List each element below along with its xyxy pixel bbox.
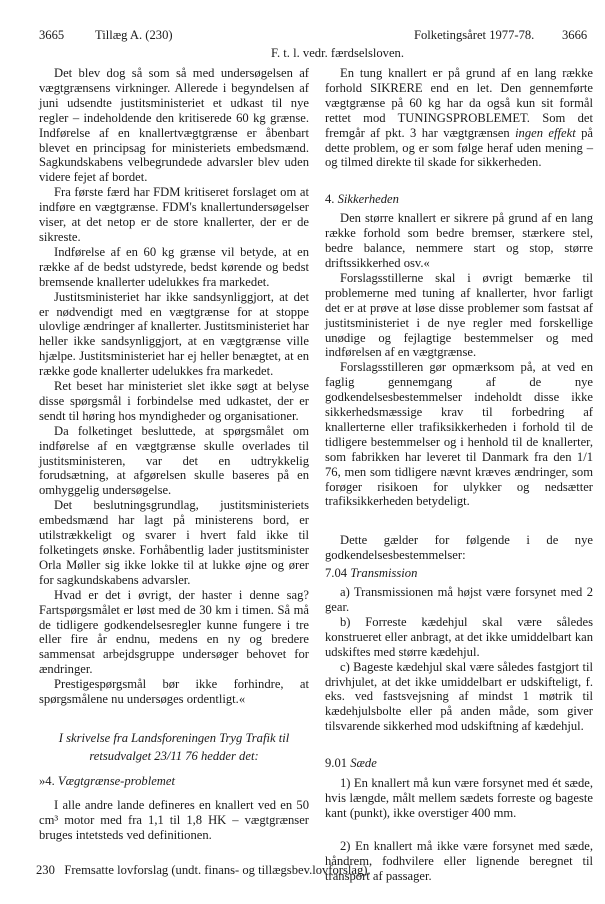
footer-number: 230 [36,863,55,877]
section-number: 7.04 [325,566,348,581]
intro-paragraph [325,66,593,170]
section-heading [39,774,309,789]
paragraph: Indførelse af en 60 kg grænse vil betyde, at en række af de bedst udstyrede, bedst kørende og bedst bremsende knallerter udelukkes fra markedet. [39,244,309,289]
right-column [325,66,593,884]
section-number: 4. [325,192,335,207]
section-number: 9.01 [325,756,348,771]
list-item: b) Forreste kædehjul skal være således konstrueret eller anbragt, at det ikke umiddelbart kan udskiftes med større kædehjul. [325,614,593,659]
emphasis: ingen effekt [515,125,576,140]
footer [36,863,371,878]
paragraph: Forslagsstilleren gør opmærksom på, at ved en faglig gennemgang af de nye godkendelsesbestemmelser indeholdt disse ikke sikkerhedsmæssige krav til forbedring af knallerterne eller trafiksikkerheden i forhold til de tidligere bestemmelser og i henhold til de knallerter, som fabrikken har leveret til Danmark fra den 1/1 76, men som tidligere nævnt kræves ændringer, som forøger risikoen for ulykker og nedsætter trafiksikkerheden betydeligt. [325,360,593,509]
paragraph: Da folketinget besluttede, at spørgsmålet om indførelse af en vægtgrænse skulle overlades til justitsministeren, var det en udtrykkelig forudsætning, at afgørelsen skulle baseres på en omhyggelig undersøgelse. [39,423,309,498]
list-item: a) Transmissionen må højst være forsynet med 2 gear. [325,585,593,614]
paragraph: Forslagsstillerne skal i øvrigt bemærke til problemerne med tuning af knallerter, hvor farligt det er at prøve at løse disse problemer som fastsat af justitsministeriet i de nye regler med forskellige unødige og fejlagtige bestemmelser og med indførelsen af en vægtgrænse. [325,270,593,360]
section-title: Sæde [350,756,377,771]
list-item: c) Bageste kædehjul skal være således fastgjort til drivhjulet, at det ikke umiddelbart er udskifteligt, f. eks. ved fastsvejsning af mindst 1 møtrik til kædehjulsbolte eller på anden måde, som giver tilsvarende sikkerhed mod udskiftning af kædehjul. [325,659,593,734]
paragraph: Dette gælder for følgende i de nye godkendelsesbestemmelser: [325,533,593,563]
paragraph: Den større knallert er sikrere på grund af en lang række forhold som bedre bremser, stærkere stel, bedre balance, nemmere start og stop, større driftssikkerhed osv.« [325,211,593,270]
text: En tung knallert er på grund af en lang række forhold SIKRERE end en let. Den gennemførte vægtgrænse på 60 kg har da også kun sit formål rettet mod TUNINGSPROBLEMET. Som det fremgår af pkt. 3 har vægtgrænsen [325,66,593,140]
paragraph: Det beslutningsgrundlag, justitsministeriets embedsmænd har lagt på ministerens bord, er utilstrækkeligt og svarer i hvert fald ikke til folketingets ønske. Forhåbentlig lader justitsminister Orla Møller sig ikke lokke til at lukke øjne og ører for sagkundskabens advarsler. [39,498,309,587]
paragraph: Prestigespørgsmål bør ikke forhindre, at spørgsmålene nu undersøges ordentligt.« [39,677,309,707]
footer-text: Fremsatte lovforslag (undt. finans- og tillægsbev.lovforslag). [64,863,371,877]
letter-heading: I skrivelse fra Landsforeningen Tryg Trafik til retsudvalget 23/11 76 hedder det: [58,730,290,763]
page-number-right: 3666 [562,28,588,42]
list-item: 1) En knallert må kun være forsynet med ét sæde, hvis længde, målt mellem sædets forreste og bageste kant (punkt), ikke overstiger 400 mm. [325,776,593,820]
session-label: Folketingsåret 1977-78. [414,28,535,42]
section-heading [325,192,593,207]
supplement-label: Tillæg A. (230) [95,28,173,42]
paragraph: Det blev dog så som så med undersøgelsen af vægtgrænsens virkninger. Allerede i begyndelsen af juni udsendte justitsministeriet et udkast til nye regler – indeholdende den kritiserede 60 kg grænse. Indførelse af en knallertvægtgrænse er åbenbart blevet en principsag for ministeriets embedsmænd. Sagkundskabens velbegrundede advarsler blev uden videre fejet af bordet. [39,66,309,185]
paragraph: I alle andre lande defineres en knallert ved en 50 cm³ motor med fra 1,1 til 1,8 HK – vægtgrænser bruges intetsteds ved definitionen. [39,797,309,842]
paragraph: Ret beset har ministeriet slet ikke søgt at belyse disse spørgsmål i forbindelse med udkastet, der er sendt til høring hos myndigheder og organisationer. [39,379,309,423]
paragraph: Justitsministeriet har ikke sandsynliggjort, at det er nødvendigt med en vægtgrænse for at stoppe ulovlige ændringer af knallerter. Justitsministeriet har heller ikke sandsynliggjort, at en vægtgrænse ville hjælpe. Justitsministeriet har ej heller benægtet, at en række gode knallerter udelukkes fra markedet. [39,289,310,379]
paragraph: Fra første færd har FDM kritiseret forslaget om at indføre en vægtgrænse. FDM's knallertundersøgelser viser, at det netop er de store knallerter, der er de sikreste. [39,185,309,244]
list-item: 2) En knallert må ikke være forsynet med sæde, håndrem, fodhvilere eller lignende beregnet til transport af passager. [325,838,593,883]
section-heading [325,566,593,581]
page-number-left: 3665 [39,28,65,42]
section-heading [325,756,593,771]
section-title: Transmission [350,566,418,581]
section-title: Vægtgrænse-problemet [57,773,175,788]
section-number: »4. [39,773,55,788]
left-column [39,66,309,843]
running-subtitle: F. t. l. vedr. færdselsloven. [271,46,404,60]
section-title: Sikkerheden [337,192,399,207]
text: på dette problem, og er som følge heraf uden mening – og tilmed direkte til skade for sikkerheden. [325,125,593,170]
paragraph: Hvad er det i øvrigt, der haster i denne sag? Fartspørgsmålet er løst med de 30 km i timen. Så må de tidligere godkendelsesregler kunne fungere i tre eller fire år endnu, medens en ny og bredere sammensat arbejdsgruppe undersøger behovet for ændringer. [39,587,309,677]
